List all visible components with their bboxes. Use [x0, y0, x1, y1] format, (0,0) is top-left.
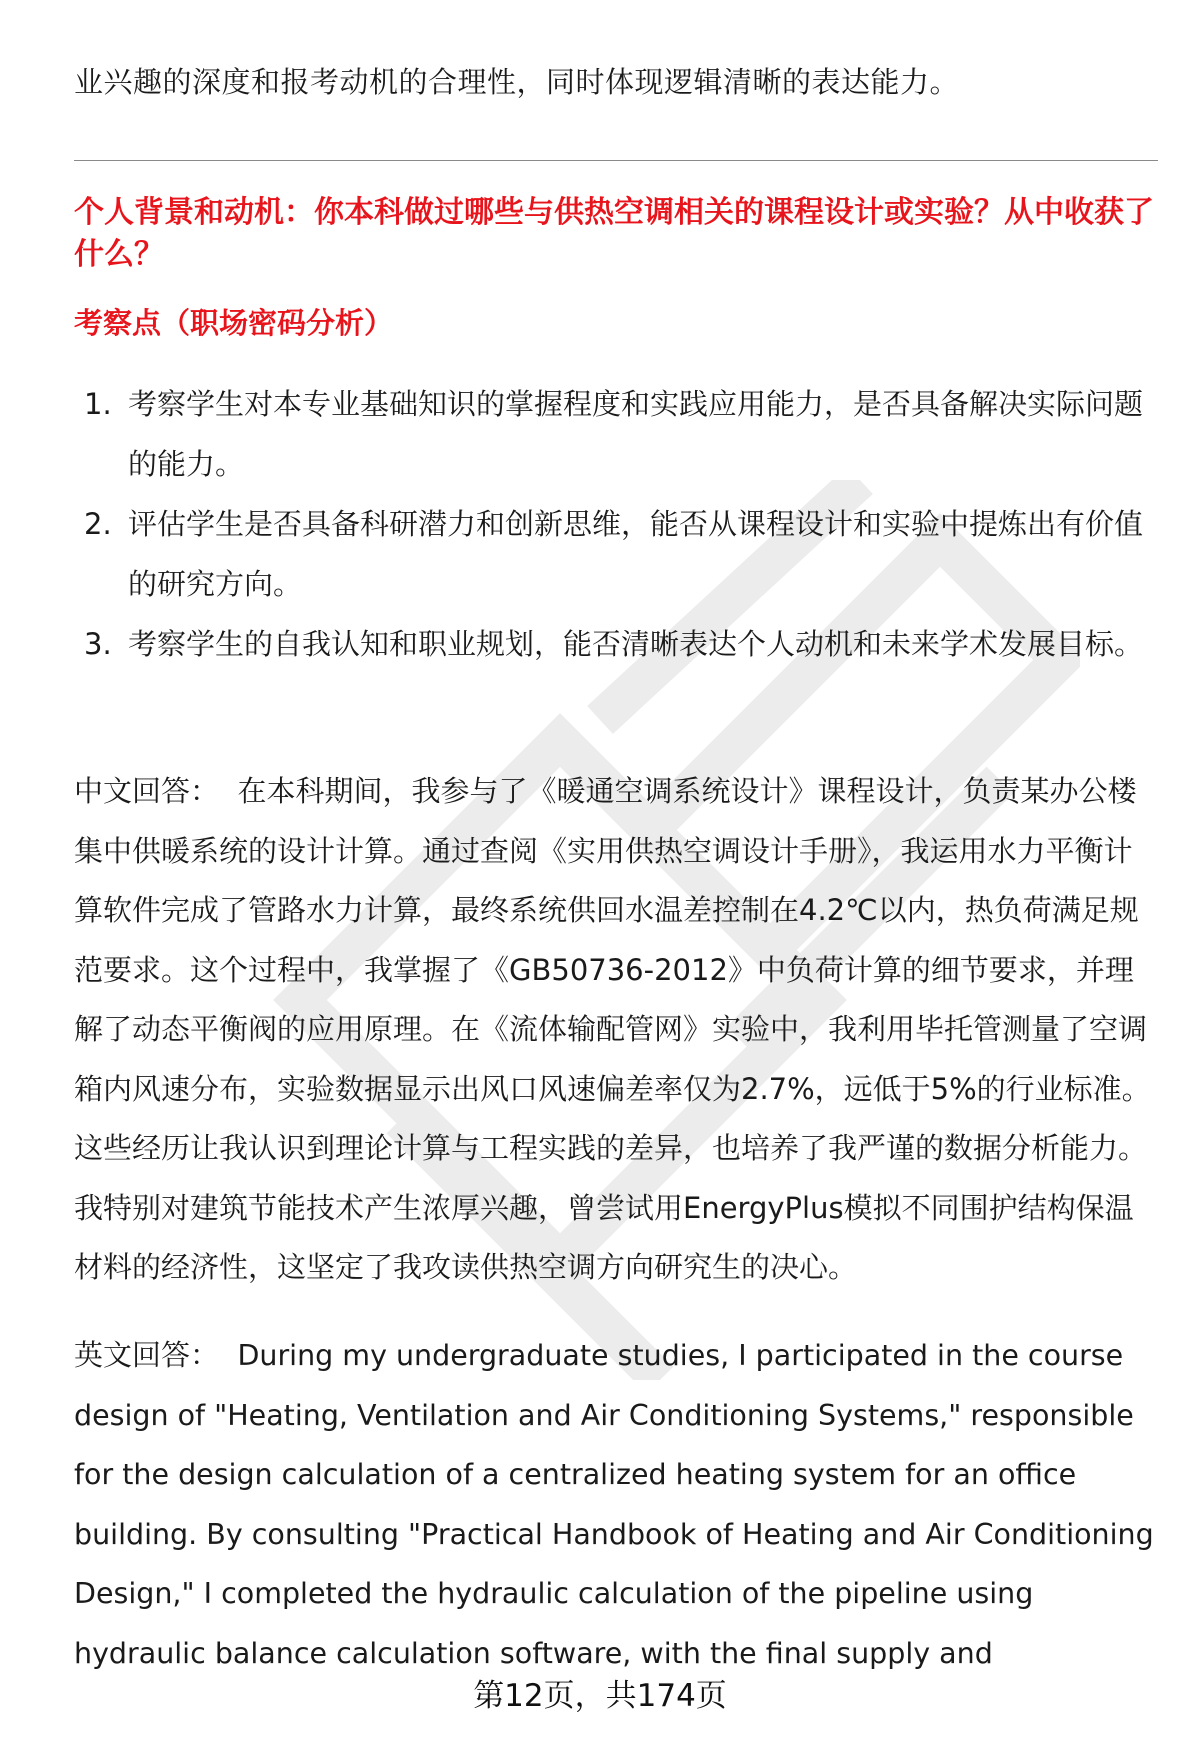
list-item-text: 考察学生的自我认知和职业规划，能否清晰表达个人动机和未来学术发展目标。	[128, 627, 1144, 661]
question-heading: 个人背景和动机：你本科做过哪些与供热空调相关的课程设计或实验？从中收获了什么？	[74, 195, 1154, 272]
list-item	[74, 494, 1154, 614]
english-answer	[74, 1326, 1158, 1683]
english-answer-text: During my undergraduate studies, I participated in the course design of "Heating, Ventilation and Air Conditioning Systems," responsible for the design calculation of a centralized heating system for an office building. By consulting "Practical Handbook of Heating and Air Conditioning Design," I completed the hydraulic calculation of the pipeline using hydraulic balance calculation software, with the final supply and	[74, 1339, 1154, 1670]
page-footer: 第12页，共174页	[473, 1678, 727, 1714]
english-answer-label: 英文回答：	[74, 1338, 220, 1372]
assessment-heading: 考察点（职场密码分析）	[74, 306, 394, 340]
list-item	[74, 374, 1154, 494]
list-number: 3.	[84, 627, 112, 661]
chinese-answer	[74, 762, 1158, 1298]
list-item-text: 考察学生对本专业基础知识的掌握程度和实践应用能力，是否具备解决实际问题的能力。	[128, 387, 1144, 481]
list-item-text: 评估学生是否具备科研潜力和创新思维，能否从课程设计和实验中提炼出有价值的研究方向。	[128, 507, 1144, 601]
chinese-answer-text: 在本科期间，我参与了《暖通空调系统设计》课程设计，负责某办公楼集中供暖系统的设计计算。通过查阅《实用供热空调设计手册》，我运用水力平衡计算软件完成了管路水力计算，最终系统供回水温差控制在4.2℃以内，热负荷满足规范要求。这个过程中，我掌握了《GB50736-2012》中负荷计算的细节要求，并理解了动态平衡阀的应用原理。在《流体输配管网》实验中，我利用毕托管测量了空调箱内风速分布，实验数据显示出风口风速偏差率仅为2.7%，远低于5%的行业标准。这些经历让我认识到理论计算与工程实践的差异，也培养了我严谨的数据分析能力。我特别对建筑节能技术产生浓厚兴趣，曾尝试用EnergyPlus模拟不同围护结构保温材料的经济性，这坚定了我攻读供热空调方向研究生的决心。	[74, 774, 1151, 1284]
list-item	[74, 614, 1154, 674]
list-number: 1.	[84, 387, 112, 421]
list-number: 2.	[84, 507, 112, 541]
assessment-list	[74, 374, 1154, 674]
chinese-answer-label: 中文回答：	[74, 774, 220, 808]
section-divider	[74, 160, 1158, 161]
continued-text-line: 业兴趣的深度和报考动机的合理性，同时体现逻辑清晰的表达能力。	[74, 65, 960, 99]
